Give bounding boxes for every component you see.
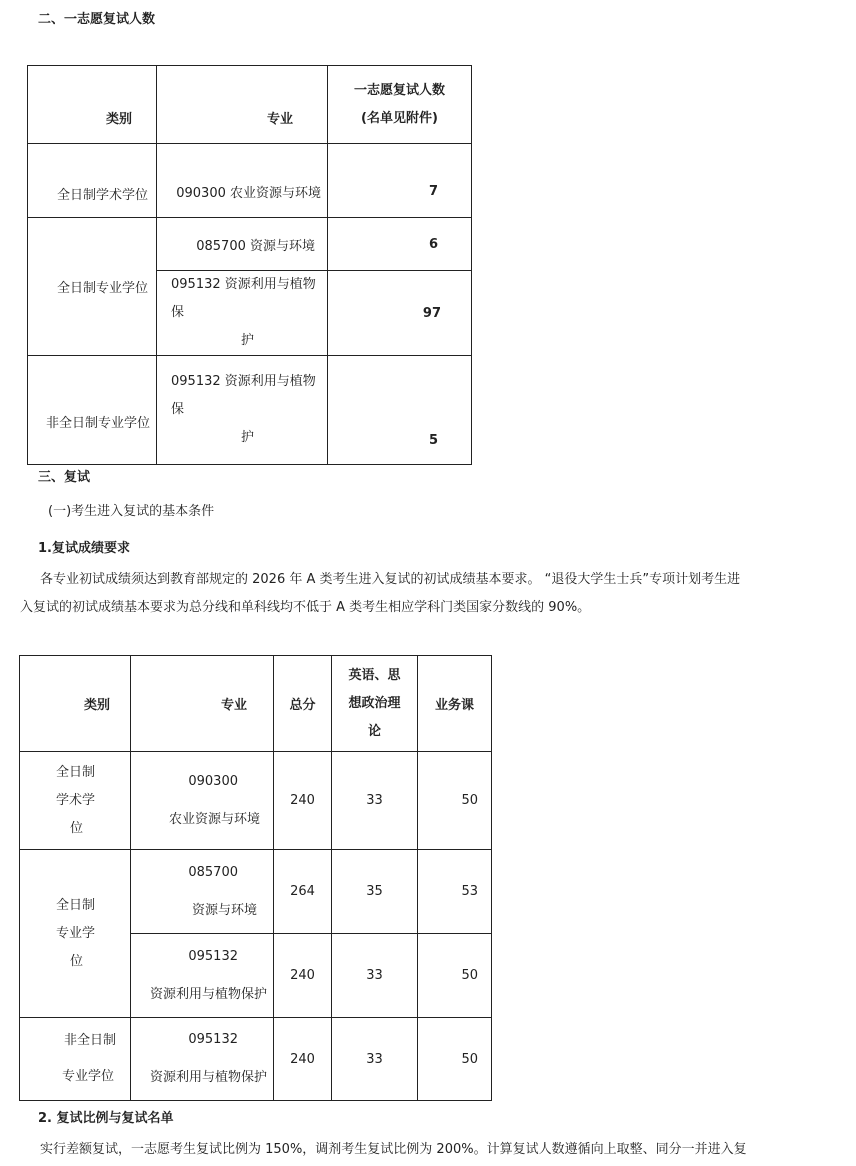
cell-category-line: 学术学 [56,792,96,808]
cell-category: 全日制专业学位 [28,218,157,356]
cell-major-code: 095132 [188,948,238,964]
cell-professional: 50 [418,1018,492,1101]
header-total: 总分 [274,656,332,752]
item-heading: 1.复试成绩要求 [38,541,130,556]
header-count [328,66,472,144]
paragraph-line: 实行差额复试，一志愿考生复试比例为 150%，调剂考生复试比例为 200%。计算复试人数遵循向上取整、同分一并进入复 [40,1142,747,1157]
cell-count: 7 [328,144,472,218]
cell-major-code: 095132 [188,1032,238,1047]
table-row [20,850,492,934]
section-heading: 二、一志愿复试人数 [38,12,156,27]
header-english-line2: 想政治理 [348,695,401,711]
first-choice-table [27,65,472,465]
cell-category-line: 专业学 [56,925,96,941]
cell-english: 33 [332,752,418,850]
header-count-line2: (名单见附件) [361,110,438,126]
cell-professional: 50 [418,752,492,850]
header-category: 类别 [28,66,157,144]
subsection-heading: (一)考生进入复试的基本条件 [48,504,215,519]
cell-major-line1: 095132 资源利用与植物保 [171,277,316,320]
cell-total: 240 [274,752,332,850]
cell-professional: 53 [418,850,492,934]
cell-major-code: 090300 [188,773,238,789]
table-row [20,1018,492,1101]
cell-major-name: 资源利用与植物保护 [149,986,267,1002]
cell-major [131,934,274,1018]
cell-major-name: 资源与环境 [191,902,257,918]
item-heading: 2. 复试比例与复试名单 [38,1111,174,1126]
table-row [28,144,472,218]
paragraph-line: 入复试的初试成绩基本要求为总分线和单科线均不低于 A 类考生相应学科门类国家分数线的 90%。 [20,600,591,615]
cell-category-line: 全日制 [56,764,96,780]
table-header-row [28,66,472,144]
cell-count: 6 [328,218,472,271]
cell-professional: 50 [418,934,492,1018]
cell-major [131,752,274,850]
cell-category [20,850,131,1018]
table-row [28,218,472,271]
cell-major [131,850,274,934]
cell-category-line: 非全日制 [64,1033,117,1048]
paragraph-line: 各专业初试成绩须达到教育部规定的 2026 年 A 类考生进入复试的初试成绩基本要求。 “退役大学生士兵”专项计划考生进 [40,572,741,587]
header-category: 类别 [20,656,131,752]
header-professional: 业务课 [418,656,492,752]
cell-category: 全日制学术学位 [28,144,157,218]
score-requirement-table [19,655,492,1101]
cell-count: 97 [328,271,472,356]
cell-major-name: 资源利用与植物保护 [149,1070,267,1085]
cell-total: 264 [274,850,332,934]
header-english-line3: 论 [367,723,381,739]
paragraph [20,1136,830,1164]
cell-category [20,1018,131,1101]
header-major: 专业 [131,656,274,752]
cell-category: 非全日制专业学位 [28,356,157,465]
cell-total: 240 [274,934,332,1018]
cell-major: 090300 农业资源与环境 [157,144,328,218]
header-major: 专业 [157,66,328,144]
cell-major: 085700 资源与环境 [157,218,328,271]
table-row [28,356,472,465]
cell-major-name: 农业资源与环境 [168,811,260,827]
cell-category-line: 全日制 [56,897,96,913]
cell-major-code: 085700 [188,864,238,880]
table-header-row [20,656,492,752]
cell-category-line: 专业学位 [62,1069,115,1084]
cell-major-line2: 护 [241,333,255,348]
cell-category-line: 位 [70,820,84,836]
header-count-line1: 一志愿复试人数 [353,82,445,98]
cell-major-line2: 护 [241,430,255,445]
cell-category-line: 位 [70,953,84,969]
cell-total: 240 [274,1018,332,1101]
cell-count: 5 [328,356,472,465]
section-heading: 三、复试 [38,470,91,485]
table-row [20,752,492,850]
cell-major [157,271,328,356]
cell-english: 35 [332,850,418,934]
cell-major-line1: 095132 资源利用与植物保 [171,374,316,417]
paragraph [20,566,830,622]
cell-major [131,1018,274,1101]
header-english-politics [332,656,418,752]
cell-major [157,356,328,465]
cell-category [20,752,131,850]
header-english-line1: 英语、思 [348,667,401,683]
cell-english: 33 [332,1018,418,1101]
cell-english: 33 [332,934,418,1018]
